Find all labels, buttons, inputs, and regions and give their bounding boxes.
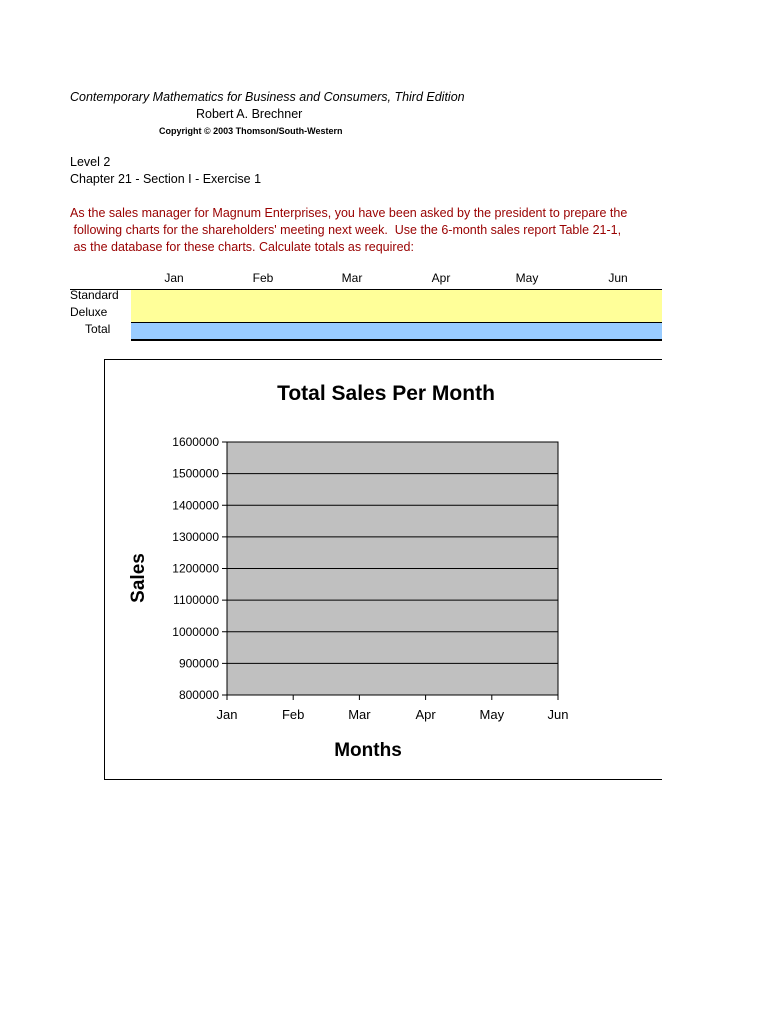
- x-tick-label: Jun: [547, 707, 569, 722]
- row-label-standard: Standard: [70, 288, 119, 302]
- month-header-mar: Mar: [341, 271, 363, 285]
- x-tick-label: May: [479, 707, 505, 722]
- y-axis-label: Sales: [128, 553, 149, 603]
- y-axis: [172, 435, 227, 702]
- month-header-may: May: [515, 271, 539, 285]
- x-tick-label: Jan: [216, 707, 238, 722]
- y-tick-label: 900000: [178, 656, 219, 671]
- month-header-feb: Feb: [252, 271, 274, 285]
- instruction-line: as the database for these charts. Calculate totals as required:: [70, 240, 414, 254]
- row-label-deluxe: Deluxe: [70, 305, 108, 319]
- book-title: Contemporary Mathematics for Business and Consumers, Third Edition: [70, 90, 465, 104]
- y-tick-label: 1500000: [172, 466, 219, 481]
- level-label: Level 2: [70, 155, 111, 169]
- copyright: Copyright © 2003 Thomson/South-Western: [159, 126, 343, 136]
- chart-title: Total Sales Per Month: [277, 382, 495, 405]
- month-header-jan: Jan: [164, 271, 184, 285]
- y-tick-label: 1600000: [172, 435, 219, 449]
- x-tick-label: Apr: [415, 707, 436, 722]
- x-axis-label: Months: [334, 740, 402, 761]
- x-axis: [217, 695, 569, 722]
- y-tick-label: 1300000: [172, 529, 219, 544]
- chapter-label: Chapter 21 - Section I - Exercise 1: [70, 172, 262, 186]
- author: Robert A. Brechner: [196, 107, 303, 121]
- row-label-total: Total: [85, 322, 111, 336]
- y-tick-label: 1000000: [172, 624, 219, 639]
- x-tick-label: Mar: [348, 707, 371, 722]
- y-tick-label: 1200000: [172, 561, 219, 576]
- month-header-jun: Jun: [608, 271, 628, 285]
- x-tick-label: Feb: [281, 707, 305, 722]
- y-tick-label: 1100000: [173, 593, 219, 608]
- instruction-line: As the sales manager for Magnum Enterprises, you have been asked by the president to prepare the: [70, 206, 628, 220]
- month-header-apr: Apr: [431, 271, 451, 285]
- instruction-line: following charts for the shareholders' meeting next week. Use the 6-month sales report Table 21-1,: [70, 223, 622, 237]
- y-tick-label: 800000: [178, 688, 219, 702]
- y-tick-label: 1400000: [172, 498, 219, 513]
